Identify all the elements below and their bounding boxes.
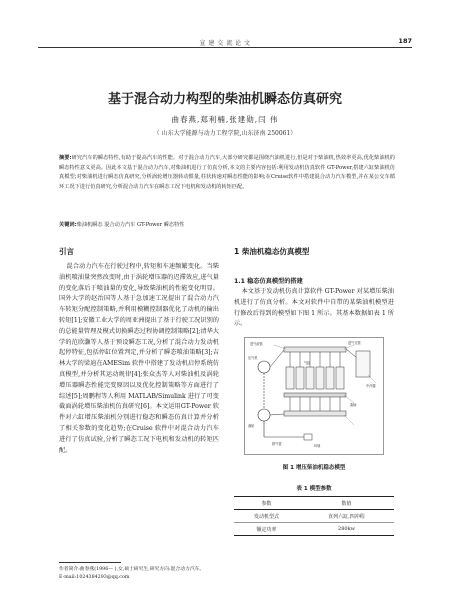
footnote-rule [59,562,121,563]
table-cell: 发动机型式 [253,513,279,520]
header-rule [38,47,412,48]
paper-title: 基于混合动力构型的柴油机瞬态仿真研究 [107,92,342,107]
keywords-label: 关键词: [59,222,77,228]
running-header-journal: 宣 建 交 流 论 文 [199,40,251,47]
section1-subheading: 1.1 稳态仿真模型的搭建 [234,278,303,285]
label-intake-runner: 进气支管 [348,341,361,345]
turbine-shape [258,409,270,421]
section1-paragraph: 本文基于发动机仿真计算软件 GT-Power 对某增压柴油机进行了仿真分析。本文对软件中自带的某柴油机模型进行修改后得到的模型如下图 1 所示。其基本数据如表 1 所示。 [234,288,394,328]
page-number: 187 [398,37,412,45]
table-cell: 额定功率 [256,526,277,533]
table-model-parameters [234,496,394,536]
footnote [59,566,219,582]
affiliation: （ 山东大学能源与动力工程学院,山东济南 250061） [153,130,297,137]
intercooler-shape [356,351,370,377]
footnote-author-info: 作者简介:曲春燕(1996— ),女,硕士研究生,研究方向:混合动力汽车。 [59,567,205,572]
figure1-caption: 图 1 增压柴油机稳态模型 [282,465,346,471]
label-intercooler: 中冷器 [366,384,376,388]
table-cell: 280kw [338,526,355,532]
table-row [234,523,394,536]
intro-body [59,262,219,456]
abstract-text: 研究汽车的瞬态特性,有助于提高汽车的性能。对于混合动力汽车,大部分研究都是围绕汽油机进行,但是对于柴油机,热效率更高,优化柴油机的瞬态特性意义更高。因此本文基于混合动力汽车,对柴油机进行了仿真分析,本文的主要内容包括:利用发动机仿真软件 GT-Power,搭建六缸柴油机仿真模型;对柴油机进行瞬态仿真研究,分析涡轮增压器转动惯量,柱状转速对瞬态性能的影响;在Cruise软件中搭建混合动力汽车模型,并在某公交车循环工况下进行仿真研究,分析混合动力汽车在瞬态工况下电机和发动机的转矩匹配。 [59,155,395,190]
intake-runners-shape [290,352,340,367]
table-header-row [234,497,394,510]
compressor-shape [258,361,270,373]
table-header-param: 参数 [261,500,272,507]
engine-model-diagram [244,337,384,455]
table-row [234,510,394,523]
exhaust-manifold-shape [284,411,346,416]
abstract-label: 摘要: [59,155,72,161]
exhaust-runners-shape [290,397,340,411]
keywords-text: 柴油机瞬态 混合动力汽车 GT-Power 瞬态特性 [76,222,185,228]
section1-heading: 1 柴油机稳态仿真模型 [234,247,310,256]
label-compressor: 压气机 [248,356,258,360]
intro-heading: 引言 [59,247,74,256]
footnote-email: E-mail:1024384293@qq.com [59,575,130,580]
author-list: 曲春燕,郑利楠,张建勋,闫 伟 [171,115,279,124]
table-header-value: 数值 [341,500,352,507]
label-exhaust-pipe: 排气管 [272,442,282,446]
label-intake-pipe: 进气歧管 [250,342,263,346]
crankshaft-shape [284,393,346,397]
keywords [59,221,184,228]
label-crankshaft: 曲轴 [350,403,357,407]
label-cylinders: 气缸 [304,361,311,365]
table-cell: 直列六缸,四冲程 [328,513,365,520]
ambient-outlet-shape [304,434,312,440]
label-ambient: 环境 [314,444,321,448]
label-turbine: 涡轮 [248,424,255,428]
abstract [59,154,395,192]
cylinders-shape [286,367,344,389]
intake-manifold-shape [284,347,346,352]
table1-caption: 表 1 模型参数 [296,486,332,492]
figure-engine-model [244,337,384,455]
intro-paragraph: 混合动力汽车在行驶过程中,转矩和车速频繁变化。当柴油机喷油量突然改变时,由于涡轮增压器的迟滞效应,进气量的变化落后于喷油量的变化,导致柴油机的性能变化明显。国外大学的赵治国等人基于急加速工况提出了混合动力汽车转矩分配控制策略,并利用模糊控制器优化了动机的输出转矩[1];安徽工业大学的周亚洲提出了基于行驶工况识别的的总能量管理及模式切换瞬态过程协调控制策略[2];清华大学的范欣灏等人基于预设瞬态工况,分析了混合动力发动机起停特征,包括停缸位置判定,并分析了瞬态喷油策略[3];吉林大学的梁迪在AMESim 软件中搭建了发动机启停系统仿真模型,并分析其运动规律[4];张众杰等人对柴油机及涡轮增压器瞬态性能完变原因以及优化控制策略等方面进行了综述[5];周鹏程等人利用 MATLAB/Simulink 进行了可变截面涡轮增压柴油机仿真研究[6]。本文运用GT-Power 软件对六缸增压柴油机分别进行稳态和瞬态仿真计算并分析了相关参数的变化趋势;在Cruise 软件中对混合动力汽车进行了仿真试验,分析了瞬态工况下电机和发动机的转矩匹配。 [59,263,219,454]
section1-body [234,287,394,330]
